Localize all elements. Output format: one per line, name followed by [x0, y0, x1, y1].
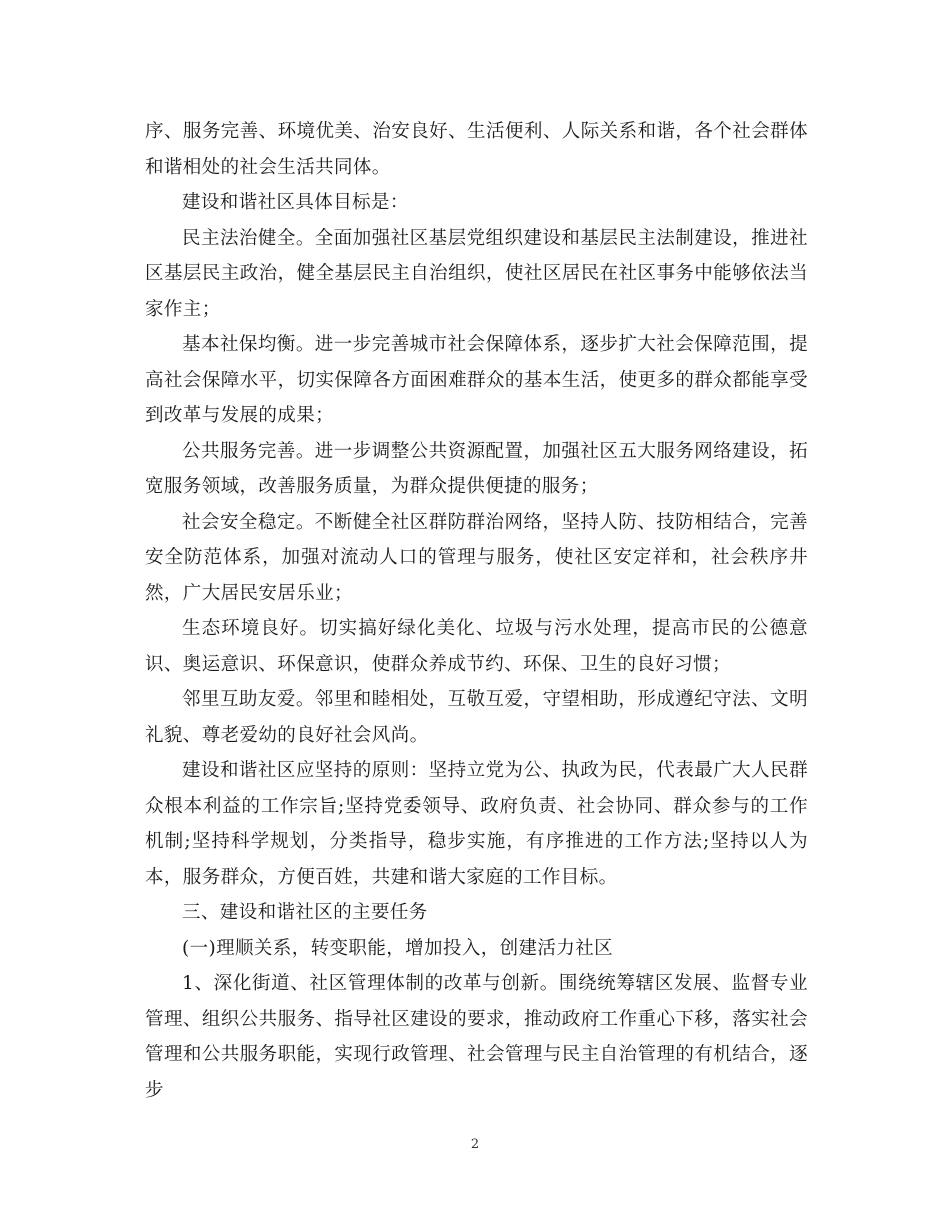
paragraph-social-security: 基本社保均衡。进一步完善城市社会保障体系，逐步扩大社会保障范围，提高社会保障水平，切实保障各方面困难群众的基本生活，使更多的群众都能享受到改革与发展的成果； [145, 334, 808, 426]
paragraph-neighbors: 邻里互助友爱。邻里和睦相处，互敬互爱，守望相助，形成遵纪守法、文明礼貌、尊老爱幼的良好社会风尚。 [145, 689, 808, 746]
page-number: 2 [470, 1137, 480, 1152]
paragraph-principles: 建设和谐社区应坚持的原则：坚持立党为公、执政为民，代表最广大人民群众根本利益的工作宗旨;坚持党委领导、政府负责、社会协同、群众参与的工作机制;坚持科学规划，分类指导，稳步实施，有序推进的工作方法;坚持以人为本，服务群众，方便百姓，共建和谐大家庭的工作目标。 [145, 760, 808, 888]
paragraph-democracy: 民主法治健全。全面加强社区基层党组织建设和基层民主法制建设，推进社区基层民主政治，健全基层民主自治组织，使社区居民在社区事务中能够依法当家作主； [145, 227, 808, 320]
document-body [145, 114, 808, 1108]
subsection-heading-1: (一)理顺关系，转变职能，增加投入，创建活力社区 [182, 937, 614, 959]
paragraph-goals-intro: 建设和谐社区具体目标是： [182, 192, 409, 213]
paragraph-safety: 社会安全稳定。不断健全社区群防群治网络，坚持人防、技防相结合，完善安全防范体系，加强对流动人口的管理与服务，使社区安定祥和，社会秩序井然，广大居民安居乐业； [145, 511, 808, 604]
paragraph-reform: 1、深化街道、社区管理体制的改革与创新。围绕统筹辖区发展、监督专业管理、组织公共服务、指导社区建设的要求，推动政府工作重心下移，落实社会管理和公共服务职能，实现行政管理、社会管理与民主自治管理的有机结合，逐步 [145, 973, 808, 1101]
paragraph-public-services: 公共服务完善。进一步调整公共资源配置，加强社区五大服务网络建设，拓宽服务领域，改善服务质量，为群众提供便捷的服务； [145, 440, 808, 497]
paragraph-continuation: 序、服务完善、环境优美、治安良好、生活便利、人际关系和谐，各个社会群体和谐相处的社会生活共同体。 [145, 121, 808, 178]
section-heading-main-tasks: 三、建设和谐社区的主要任务 [182, 902, 428, 923]
paragraph-environment: 生态环境良好。切实搞好绿化美化、垃圾与污水处理，提高市民的公德意识、奥运意识、环保意识，使群众养成节约、环保、卫生的良好习惯； [145, 618, 808, 675]
